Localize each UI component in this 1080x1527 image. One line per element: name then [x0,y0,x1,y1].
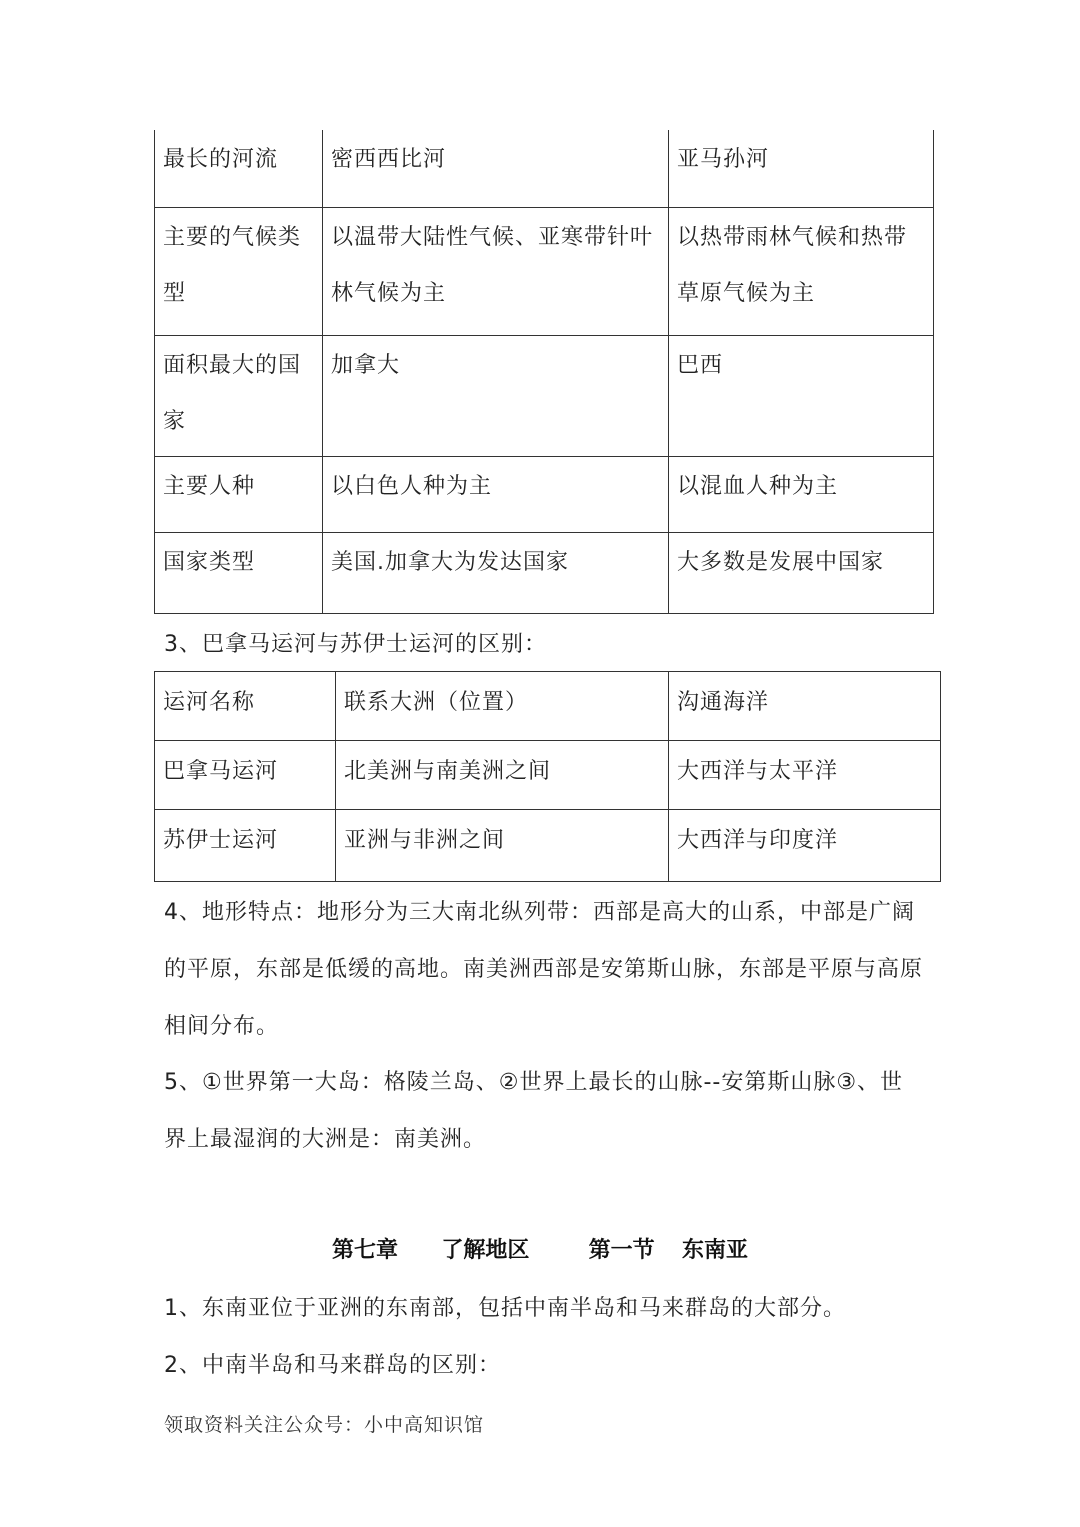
south-america-cell: 亚马孙河 [669,130,934,207]
row-label: 国家类型 [155,532,323,613]
row-label: 最长的河流 [155,130,323,207]
canal-name-cell: 巴拿马运河 [155,741,336,810]
oceans-cell: 大西洋与印度洋 [669,810,941,882]
south-america-cell: 以混血人种为主 [669,456,934,532]
north-america-cell: 以温带大陆性气候、亚寒带针叶林气候为主 [323,207,669,335]
table-row [155,741,941,810]
paragraph-terrain: 4、地形特点：地形分为三大南北纵列带：西部是高大的山系，中部是广阔的平原，东部是低缓的高地。南美洲西部是安第斯山脉，东部是平原与高原相间分布。 [164,900,924,1039]
table-row [155,130,934,207]
header-canal-name: 运河名称 [155,672,336,741]
south-america-cell: 巴西 [669,335,934,456]
header-location: 联系大洲（位置） [336,672,669,741]
row-label: 主要的气候类型 [155,207,323,335]
canal-name-cell: 苏伊士运河 [155,810,336,882]
table-row [155,207,934,335]
table-row [155,810,941,882]
section-label: 第一节 [588,1238,655,1263]
chapter-name: 了解地区 [441,1238,530,1263]
chapter-label: 第七章 [331,1238,398,1263]
row-label: 主要人种 [155,456,323,532]
north-america-cell: 以白色人种为主 [323,456,669,532]
north-america-cell: 美国.加拿大为发达国家 [323,532,669,613]
location-cell: 北美洲与南美洲之间 [336,741,669,810]
paragraph-southeast-asia-2: 2、中南半岛和马来群岛的区别： [164,1353,501,1378]
south-america-cell: 大多数是发展中国家 [669,532,934,613]
south-america-cell: 以热带雨林气候和热带草原气候为主 [669,207,934,335]
chapter-heading [0,1233,1080,1269]
section-name: 东南亚 [682,1238,749,1263]
table-header-row [155,672,941,741]
row-label: 面积最大的国家 [155,335,323,456]
paragraph-southeast-asia-1: 1、东南亚位于亚洲的东南部，包括中南半岛和马来群岛的大部分。 [164,1296,846,1321]
continent-comparison-table [154,130,934,614]
north-america-cell: 加拿大 [323,335,669,456]
paragraph-facts: 5、①世界第一大岛：格陵兰岛、②世界上最长的山脉--安第斯山脉③、世界上最湿润的大洲是：南美洲。 [164,1070,904,1152]
section-3-title: 3、巴拿马运河与苏伊士运河的区别： [164,632,547,657]
oceans-cell: 大西洋与太平洋 [669,741,941,810]
footer-watermark: 领取资料关注公众号：小中高知识馆 [164,1414,485,1436]
north-america-cell: 密西西比河 [323,130,669,207]
canal-comparison-table [154,671,941,882]
table-row [155,532,934,613]
location-cell: 亚洲与非洲之间 [336,810,669,882]
header-oceans: 沟通海洋 [669,672,941,741]
table-row [155,456,934,532]
table-row [155,335,934,456]
